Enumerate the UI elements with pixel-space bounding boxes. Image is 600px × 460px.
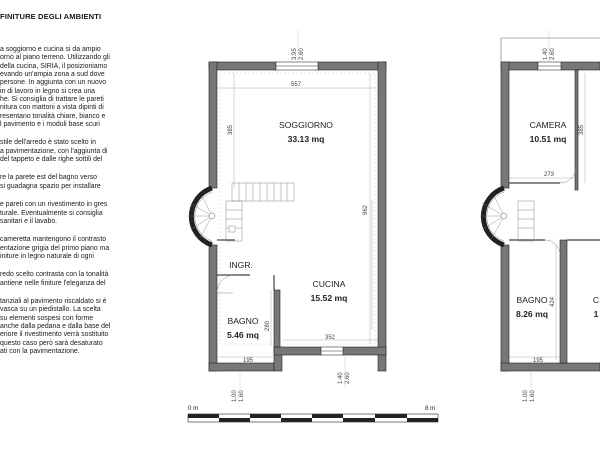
first-stair-bay xyxy=(480,188,507,245)
notes-line: eriore il rivestimento verrà sostituito xyxy=(0,331,109,339)
section-heading: FINITURE DEGLI AMBIENTI xyxy=(0,12,102,21)
room-name-clipped: C xyxy=(592,295,600,305)
notes-line: anche dalla pedana e dalla base del xyxy=(0,322,111,330)
notes-line: del tappeto e dalle righe sottili del xyxy=(0,156,103,164)
dimension-label: 195 xyxy=(532,358,544,364)
dimension-label: 1.40 xyxy=(338,372,344,384)
dimension-label: 280 xyxy=(265,320,271,332)
notes-line: stile dell'arredo è stato scelto in xyxy=(0,139,96,147)
dimension-label: 1.00 xyxy=(232,390,238,402)
scale-bar xyxy=(188,405,438,422)
dimension-label: 1.40 xyxy=(543,48,549,60)
dimension-label: 2.60 xyxy=(345,372,351,384)
dimension-label: 385 xyxy=(579,124,585,136)
dimension-label: 385 xyxy=(228,124,234,136)
notes-line: e pareti con un rivestimento in gres xyxy=(0,201,108,209)
room-name-camera: CAMERA xyxy=(529,120,567,130)
notes-line: in di lavoro in legno si crea una xyxy=(0,87,95,95)
dimension-label: 424 xyxy=(550,296,556,308)
notes-line: vasca su un piedistallo. La scelta xyxy=(0,306,101,314)
ground-floor-plan xyxy=(188,30,386,402)
dimension-label: 2.60 xyxy=(299,48,305,60)
notes-line: della cucina, SIRIA, il posizioniamo xyxy=(0,62,108,70)
notes-line: persone. In aggiunta con un nuovo xyxy=(0,79,107,87)
notes-line: su elementi sospesi con forme xyxy=(0,314,94,322)
room-name-bagno: BAGNO xyxy=(227,316,259,326)
inner-wall-offset xyxy=(220,73,375,344)
notes-line: nitura con mattoni a vista dipinti di xyxy=(0,104,104,112)
dimension-label: 195 xyxy=(242,358,254,364)
room-area-bagno: 5.46 mq xyxy=(226,330,260,340)
room-name-bagno-first: BAGNO xyxy=(516,295,548,305)
ground-dimension-lines xyxy=(217,73,378,357)
room-area-bagno-first: 8.26 mq xyxy=(515,309,549,319)
room-name-cucina: CUCINA xyxy=(312,279,346,289)
dimension-label: 962 xyxy=(363,204,369,216)
room-area-camera: 10.51 mq xyxy=(529,134,567,144)
dimension-label: 1.60 xyxy=(239,390,245,402)
first-straight-stair xyxy=(518,201,534,241)
scale-start-label: 0 m xyxy=(188,405,199,412)
notes-line: antiene nelle finiture l'eleganza del xyxy=(0,279,106,287)
notes-line: evando un'ampia zona a sud dove xyxy=(0,71,105,79)
ground-stair-bay xyxy=(188,188,215,245)
notes-line: entazione grigia del primo piano ma xyxy=(0,244,110,252)
room-area-cucina: 15.52 mq xyxy=(310,293,348,303)
bath-door-swing xyxy=(545,240,560,255)
dimension-label: 273 xyxy=(543,172,555,178)
notes-line: ati con la pavimentazione. xyxy=(0,347,80,355)
dimension-label: 352 xyxy=(324,335,336,341)
dimension-label: 1.00 xyxy=(523,390,529,402)
notes-line: a soggiorno e cucina si da ampio xyxy=(0,46,101,53)
first-floor-partitions xyxy=(509,183,600,240)
ground-floor-windows xyxy=(276,62,343,355)
notes-line: he. Si consiglia di trattare le pareti xyxy=(0,96,104,104)
bath-door-swing xyxy=(217,275,233,293)
first-floor-plan xyxy=(480,30,600,402)
notes-line: cameretta mantengono il contrasto xyxy=(0,236,107,244)
ground-straight-stair xyxy=(226,183,294,241)
notes-line: si guadagna spazio per installare xyxy=(0,182,101,190)
dimension-label: 557 xyxy=(290,82,302,88)
notes-line: orno al piano terreno. Utilizzando gli xyxy=(0,54,110,62)
notes-line: turale. Eventualmente si consiglia xyxy=(0,209,103,217)
notes-line: sanitari e il lavabo. xyxy=(0,217,58,225)
notes-line: l pavimento e i moduli base scuri xyxy=(0,121,100,129)
first-section-axes xyxy=(531,30,549,388)
notes-line: re la parete est del bagno verso xyxy=(0,174,97,182)
scale-end-label: 8 m xyxy=(425,405,436,412)
dimension-label: 3.95 xyxy=(292,48,298,60)
notes-line: initure in legno naturale di ogni xyxy=(0,252,94,260)
notes-line: a pavimentazione, con l'aggiunta di xyxy=(0,147,108,155)
notes-line: tanziali al pavimento riscaldato si è xyxy=(0,297,107,305)
room-name-soggiorno: SOGGIORNO xyxy=(279,120,333,130)
room-area-clipped: 1 xyxy=(593,309,599,319)
notes-line: resentano tonalità chiare, bianco e xyxy=(0,112,106,120)
first-floor-windows xyxy=(538,62,561,70)
room-area-soggiorno: 33.13 mq xyxy=(287,134,325,144)
notes-line: questo caso però sarà desaturato xyxy=(0,339,103,347)
dimension-label: 1.60 xyxy=(530,390,536,402)
camera-door-swing xyxy=(560,167,576,183)
room-name-ingresso: INGR. xyxy=(229,260,253,270)
dimension-label: 2.60 xyxy=(550,48,556,60)
notes-line: redo scelto contrasta con la tonalità xyxy=(0,271,109,279)
